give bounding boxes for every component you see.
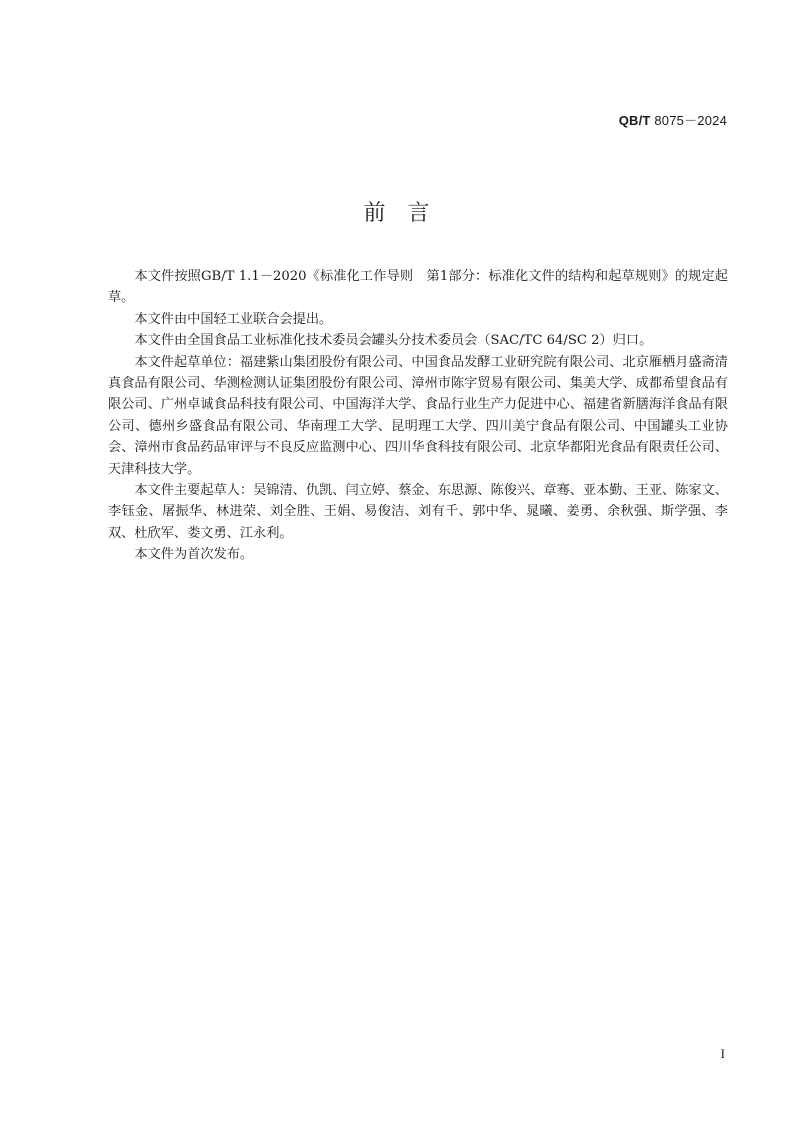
- foreword-body: [108, 266, 728, 566]
- paragraph-drafters: 本文件主要起草人：吴锦清、仇凯、闫立婷、蔡金、东思源、陈俊兴、章骞、亚本勤、王亚、陈家文、李钰金、屠振华、林进荣、刘全胜、王娟、易俊洁、刘有千、郭中华、晁曦、姜勇、余秋强、斯学强、李双、杜欣军、娄文勇、江永利。: [108, 483, 728, 541]
- paragraph-drafting-rules: 本文件按照GB/T 1.1－2020《标准化工作导则 第1部分：标准化文件的结构和起草规则》的规定起草。: [108, 269, 728, 306]
- paragraph-proposer: 本文件由中国轻工业联合会提出。: [134, 311, 333, 327]
- paragraph-drafting-units: 本文件起草单位：福建紫山集团股份有限公司、中国食品发酵工业研究院有限公司、北京雁栖月盛斋清真食品有限公司、华测检测认证集团股份有限公司、漳州市陈字贸易有限公司、集美大学、成都希望食品有限公司、广州卓诚食品科技有限公司、中国海洋大学、食品行业生产力促进中心、福建省新膳海洋食品有限公司、德州乡盛食品有限公司、华南理工大学、昆明理工大学、四川美宁食品有限公司、中国罐头工业协会、漳州市食品药品审评与不良反应监测中心、四川华食科技有限公司、北京华都阳光食品有限责任公司、天津科技大学。: [108, 354, 728, 477]
- standard-code: [619, 110, 727, 129]
- page-number: I: [720, 1046, 725, 1061]
- standard-code-number: 8075－2024: [654, 113, 727, 128]
- standard-code-prefix: QB/T: [618, 113, 651, 128]
- paragraph-committee: 本文件由全国食品工业标准化技术委员会罐头分技术委员会（SAC/TC 64/SC 2）归口。: [134, 333, 653, 349]
- page-title: 前言: [363, 201, 452, 226]
- paragraph-first-release: 本文件为首次发布。: [134, 547, 254, 563]
